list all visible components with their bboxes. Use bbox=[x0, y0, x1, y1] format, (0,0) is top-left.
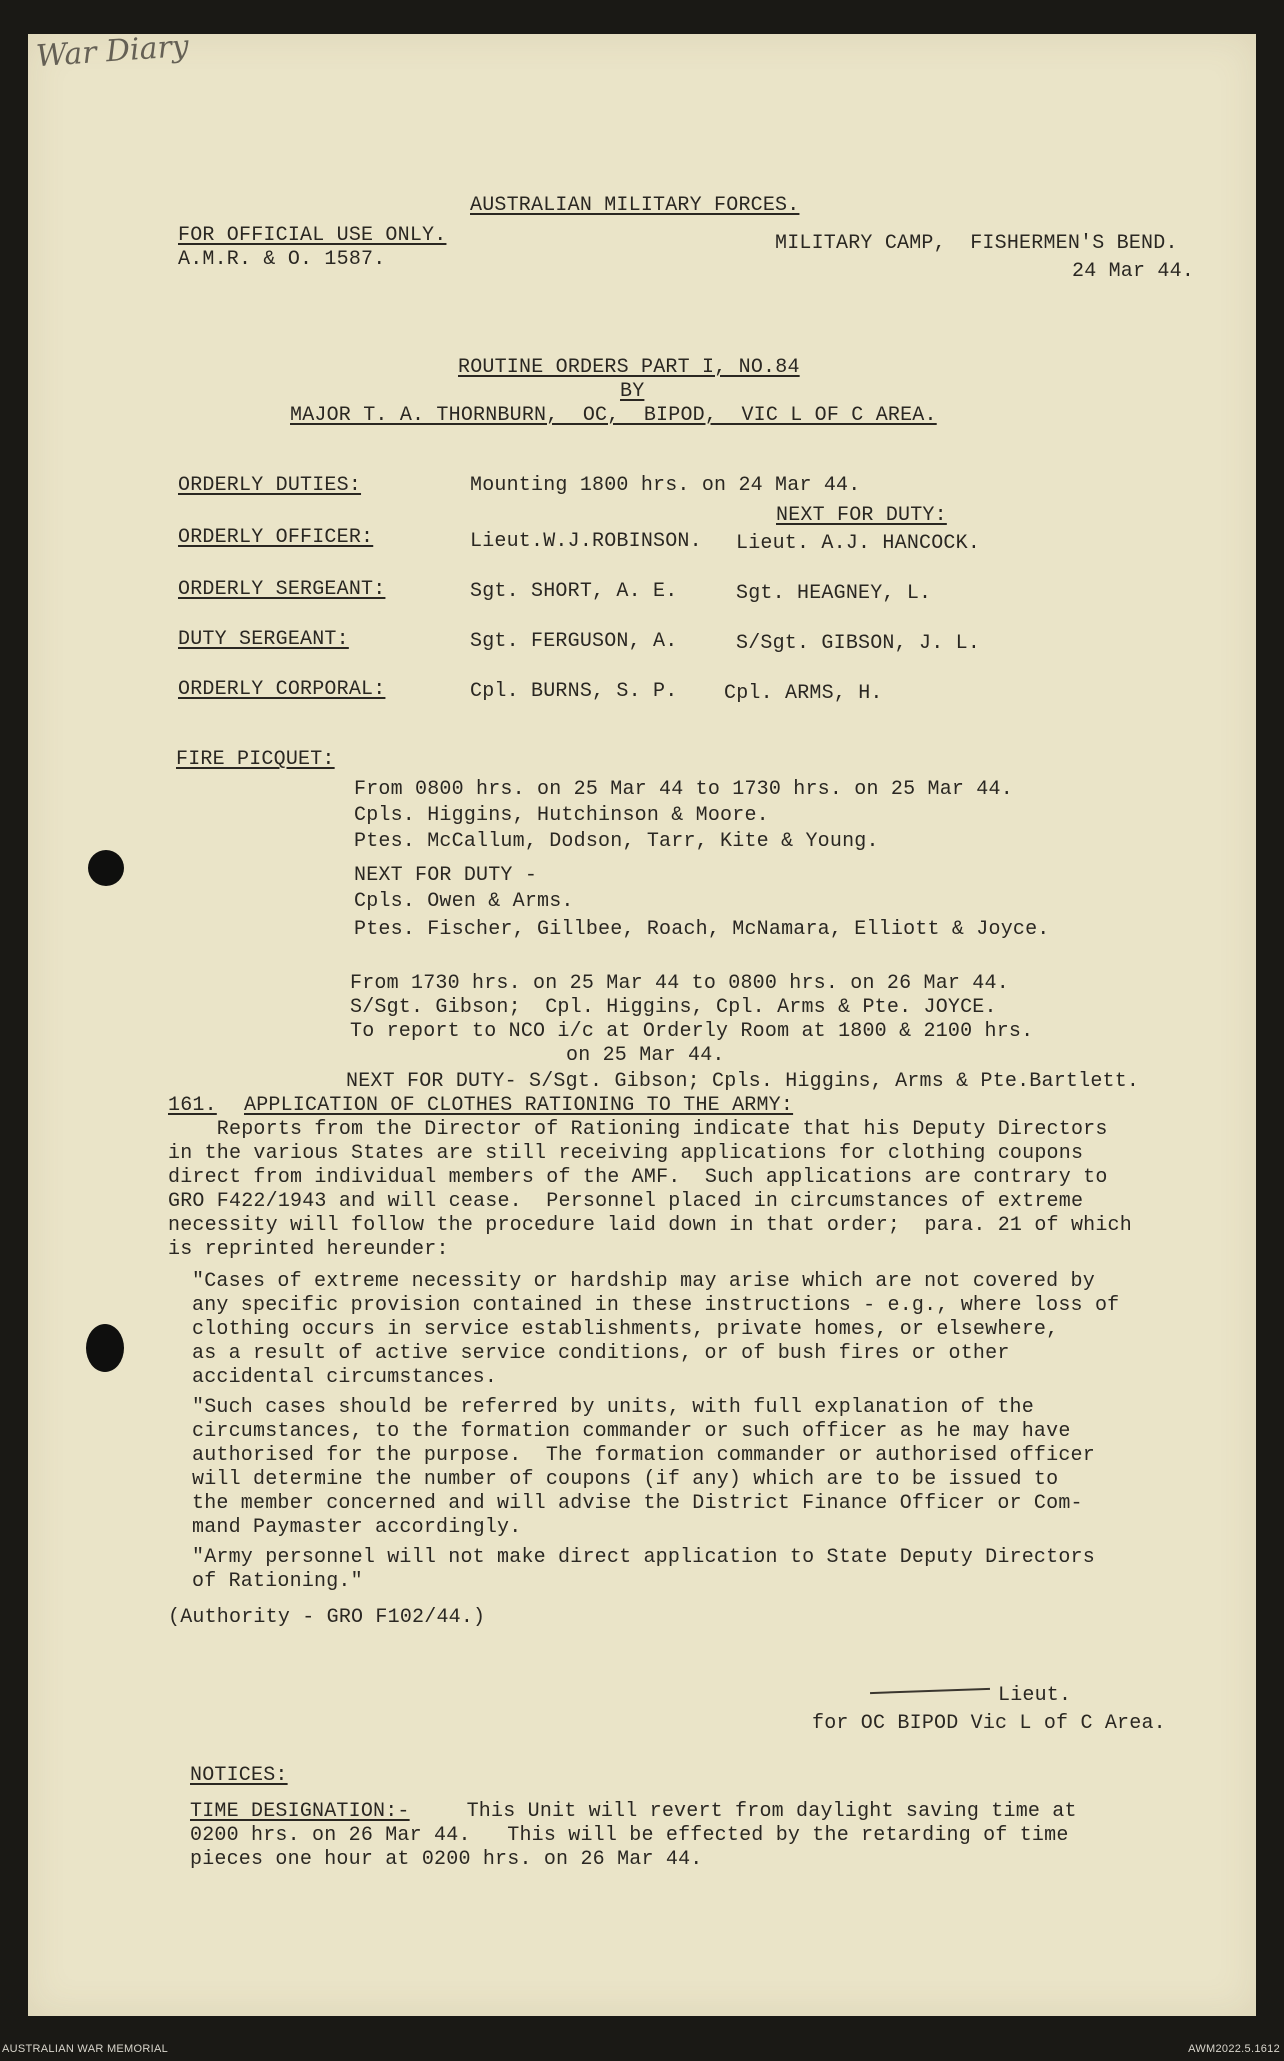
duty-next: S/Sgt. GIBSON, J. L. bbox=[736, 632, 981, 655]
order-para-line: direct from individual members of the AMF. Such applications are contrary to bbox=[168, 1166, 1108, 1189]
location-line: MILITARY CAMP, FISHERMEN'S BEND. bbox=[775, 232, 1178, 255]
footer-attribution: AUSTRALIAN WAR MEMORIAL bbox=[2, 2043, 169, 2055]
picquet-line: From 0800 hrs. on 25 Mar 44 to 1730 hrs. on 25 Mar 44. bbox=[354, 778, 1013, 801]
duty-current: Mounting 1800 hrs. on 24 Mar 44. bbox=[470, 474, 861, 497]
next-for-duty-header: NEXT FOR DUTY: bbox=[776, 504, 947, 527]
date-line: 24 Mar 44. bbox=[1072, 260, 1195, 283]
fire-picquet-label: FIRE PICQUET: bbox=[176, 748, 335, 771]
punch-hole bbox=[86, 1324, 124, 1372]
duty-next: Lieut. A.J. HANCOCK. bbox=[736, 532, 981, 555]
duty-current: Sgt. SHORT, A. E. bbox=[470, 580, 678, 603]
quote-line: "Army personnel will not make direct application to State Deputy Directors bbox=[192, 1546, 1095, 1569]
picquet-line: on 25 Mar 44. bbox=[566, 1044, 725, 1067]
quote-line: accidental circumstances. bbox=[192, 1366, 498, 1389]
duty-next: Cpl. ARMS, H. bbox=[724, 682, 883, 705]
picquet-line: S/Sgt. Gibson; Cpl. Higgins, Cpl. Arms & Pte. JOYCE. bbox=[350, 996, 997, 1019]
quote-line: "Cases of extreme necessity or hardship may arise which are not covered by bbox=[192, 1270, 1095, 1293]
order-para-line: is reprinted hereunder: bbox=[168, 1238, 449, 1261]
picquet-line: To report to NCO i/c at Orderly Room at 1800 & 2100 hrs. bbox=[350, 1020, 1034, 1043]
orders-by: BY bbox=[620, 380, 645, 403]
duty-label: ORDERLY OFFICER: bbox=[178, 526, 374, 549]
picquet-line: From 1730 hrs. on 25 Mar 44 to 0800 hrs. on 26 Mar 44. bbox=[350, 972, 1009, 995]
notice-subheading: TIME DESIGNATION:- bbox=[190, 1800, 410, 1823]
quote-line: authorised for the purpose. The formation commander or authorised officer bbox=[192, 1444, 1095, 1467]
duty-next: Sgt. HEAGNEY, L. bbox=[736, 582, 932, 605]
notices-heading: NOTICES: bbox=[190, 1764, 288, 1787]
regulation-ref: A.M.R. & O. 1587. bbox=[178, 248, 386, 271]
notice-line: 0200 hrs. on 26 Mar 44. This will be effected by the retarding of time bbox=[190, 1824, 1069, 1847]
duty-current: Lieut.W.J.ROBINSON. bbox=[470, 530, 702, 553]
official-use-line: FOR OFFICIAL USE ONLY. bbox=[178, 224, 447, 247]
handwritten-note: War Diary bbox=[34, 28, 190, 75]
quote-line: of Rationing." bbox=[192, 1570, 363, 1593]
picquet-line: Cpls. Owen & Arms. bbox=[354, 890, 574, 913]
picquet-line: Ptes. Fischer, Gillbee, Roach, McNamara, Elliott & Joyce. bbox=[354, 918, 1050, 941]
quote-line: clothing occurs in service establishments, private homes, or elsewhere, bbox=[192, 1318, 1059, 1341]
notice-line: This Unit will revert from daylight saving time at bbox=[430, 1800, 1077, 1823]
quote-line: "Such cases should be referred by units, with full explanation of the bbox=[192, 1396, 1034, 1419]
order-para-line: Reports from the Director of Rationing indicate that his Deputy Directors bbox=[168, 1118, 1108, 1141]
duty-current: Sgt. FERGUSON, A. bbox=[470, 630, 678, 653]
footer-accession: AWM2022.5.1612 bbox=[1188, 2043, 1280, 2055]
quote-line: any specific provision contained in these instructions - e.g., where loss of bbox=[192, 1294, 1120, 1317]
document-page bbox=[28, 28, 1256, 2016]
duty-current: Cpl. BURNS, S. P. bbox=[470, 680, 678, 703]
duty-label: ORDERLY CORPORAL: bbox=[178, 678, 386, 701]
quote-line: as a result of active service conditions, or of bush fires or other bbox=[192, 1342, 1010, 1365]
picquet-line: NEXT FOR DUTY - bbox=[354, 864, 538, 887]
order-para-line: GRO F422/1943 and will cease. Personnel placed in circumstances of extreme bbox=[168, 1190, 1084, 1213]
issuing-officer: MAJOR T. A. THORNBURN, OC, BIPOD, VIC L OF C AREA. bbox=[290, 404, 937, 427]
order-para-line: in the various States are still receiving applications for clothing coupons bbox=[168, 1142, 1084, 1165]
order-authority: (Authority - GRO F102/44.) bbox=[168, 1606, 486, 1629]
signature-for-line: for OC BIPOD Vic L of C Area. bbox=[812, 1712, 1166, 1735]
org-header: AUSTRALIAN MILITARY FORCES. bbox=[470, 194, 800, 217]
order-heading: APPLICATION OF CLOTHES RATIONING TO THE ARMY: bbox=[244, 1094, 794, 1117]
duty-label: DUTY SERGEANT: bbox=[178, 628, 349, 651]
picquet-next-duty: NEXT FOR DUTY- S/Sgt. Gibson; Cpls. Higgins, Arms & Pte.Bartlett. bbox=[346, 1070, 1140, 1093]
order-number: 161. bbox=[168, 1094, 217, 1117]
notice-line: pieces one hour at 0200 hrs. on 26 Mar 44. bbox=[190, 1848, 703, 1871]
quote-line: circumstances, to the formation commander or such officer as he may have bbox=[192, 1420, 1071, 1443]
duty-label: ORDERLY SERGEANT: bbox=[178, 578, 386, 601]
quote-line: the member concerned and will advise the District Finance Officer or Com- bbox=[192, 1492, 1083, 1515]
duty-label: ORDERLY DUTIES: bbox=[178, 474, 362, 497]
order-para-line: necessity will follow the procedure laid down in that order; para. 21 of which bbox=[168, 1214, 1132, 1237]
signature-rank: Lieut. bbox=[998, 1684, 1072, 1707]
picquet-line: Cpls. Higgins, Hutchinson & Moore. bbox=[354, 804, 769, 827]
signature-stroke bbox=[870, 1688, 990, 1694]
orders-title: ROUTINE ORDERS PART I, NO.84 bbox=[458, 356, 800, 379]
picquet-line: Ptes. McCallum, Dodson, Tarr, Kite & Young. bbox=[354, 830, 879, 853]
quote-line: mand Paymaster accordingly. bbox=[192, 1516, 522, 1539]
quote-line: will determine the number of coupons (if any) which are to be issued to bbox=[192, 1468, 1059, 1491]
punch-hole bbox=[88, 850, 124, 886]
